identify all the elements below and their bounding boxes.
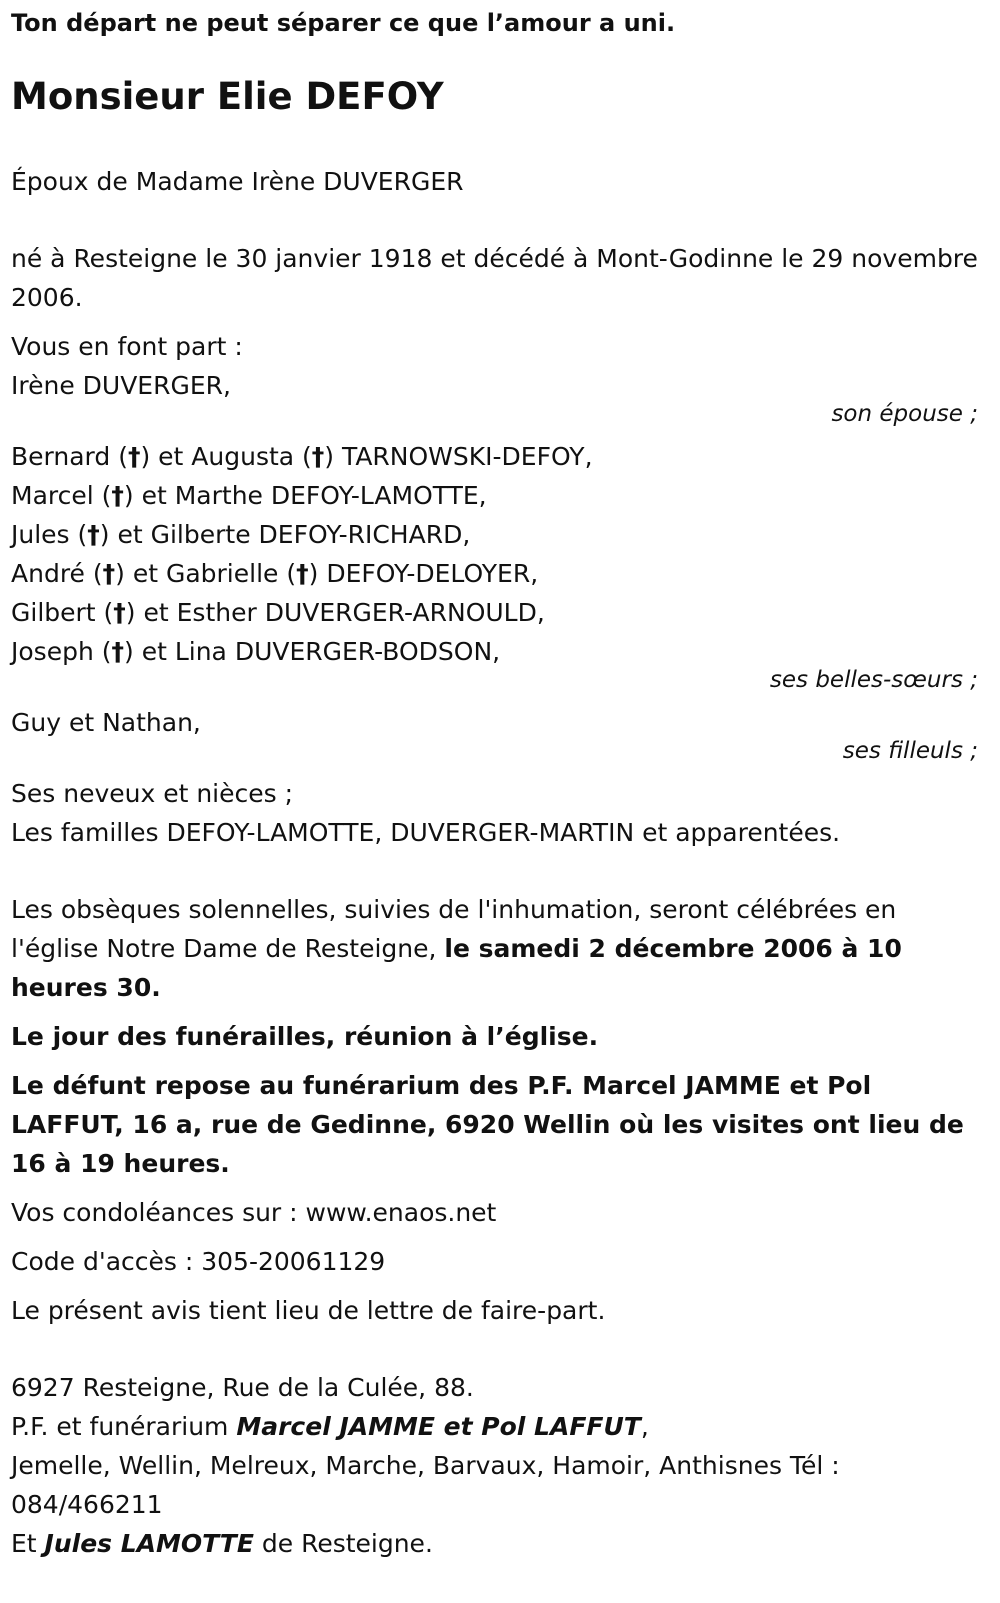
cross-icon: † <box>111 637 124 666</box>
funeral-home-locations: Jemelle, Wellin, Melreux, Marche, Barvaux, Hamoir, Anthisnes Tél : 084/466211 <box>11 1451 840 1519</box>
funeral-home-line: P.F. et funérarium Marcel JAMME et Pol LAFFUT, <box>11 1412 649 1441</box>
epigraph: Ton départ ne peut séparer ce que l’amour a uni. <box>11 9 676 37</box>
ceremony-date: le samedi 2 décembre 2006 à 10 heures 30. <box>11 934 902 1002</box>
cross-icon: † <box>127 442 141 471</box>
family-sisters-in-law-block <box>11 437 978 693</box>
rest-paragraph: Le défunt repose au funérarium des P.F. Marcel JAMME et Pol LAFFUT, 16 a, rue de Gedinne, 6920 Wellin où les visites ont lieu de 16 à 19 heures. <box>11 1071 964 1178</box>
family-spouse-block <box>11 366 978 427</box>
meeting-line: Le jour des funérailles, réunion à l’église. <box>11 1022 599 1051</box>
ceremony-text: Les obsèques solennelles, suivies de l'inhumation, seront célébrées en l'église Notre Dame de Resteigne, <box>11 895 897 963</box>
cross-icon: † <box>111 481 124 510</box>
spouse-line: Époux de Madame Irène DUVERGER <box>11 167 464 196</box>
obituary-notice <box>0 8 1000 1563</box>
family-sister-in-law-line: Marcel (†) et Marthe DEFOY-LAMOTTE, <box>11 481 487 510</box>
deceased-name: Monsieur Elie DEFOY <box>11 75 444 118</box>
family-sister-in-law-line: Bernard (†) et Augusta (†) TARNOWSKI-DEFOY, <box>11 442 593 471</box>
cross-icon: † <box>102 559 116 588</box>
final-line: Et Jules LAMOTTE de Resteigne. <box>11 1529 433 1558</box>
family-related-families: Les familles DEFOY-LAMOTTE, DUVERGER-MARTIN et apparentées. <box>11 818 841 847</box>
access-code-line: Code d'accès : 305-20061129 <box>11 1247 386 1276</box>
family-sister-in-law-line: André (†) et Gabrielle (†) DEFOY-DELOYER, <box>11 559 539 588</box>
family-godsons-names: Guy et Nathan, <box>11 708 201 737</box>
family-spouse-name: Irène DUVERGER, <box>11 371 231 400</box>
role-sisters-in-law: ses belles-sœurs ; <box>769 667 978 693</box>
address-line: 6927 Resteigne, Rue de la Culée, 88. <box>11 1373 474 1402</box>
family-godsons-block <box>11 703 978 764</box>
announce-intro: Vous en font part : <box>11 332 243 361</box>
role-spouse: son épouse ; <box>831 401 978 427</box>
cross-icon: † <box>296 559 309 588</box>
ceremony-paragraph <box>11 890 978 1007</box>
cross-icon: † <box>87 520 100 549</box>
birth-death-line: né à Resteigne le 30 janvier 1918 et décédé à Mont-Godinne le 29 novembre 2006. <box>11 244 978 312</box>
notice-line: Le présent avis tient lieu de lettre de faire-part. <box>11 1296 606 1325</box>
funeral-home-name: Marcel JAMME et Pol LAFFUT <box>236 1412 641 1441</box>
cross-icon: † <box>311 442 325 471</box>
cross-icon: † <box>113 598 126 627</box>
family-nephews-nieces: Ses neveux et nièces ; <box>11 779 294 808</box>
final-line-name: Jules LAMOTTE <box>44 1529 254 1558</box>
role-godsons: ses filleuls ; <box>842 738 978 764</box>
family-sister-in-law-line: Gilbert (†) et Esther DUVERGER-ARNOULD, <box>11 598 545 627</box>
family-sister-in-law-line: Joseph (†) et Lina DUVERGER-BODSON, <box>11 637 501 666</box>
family-sister-in-law-line: Jules (†) et Gilberte DEFOY-RICHARD, <box>11 520 471 549</box>
condolences-line: Vos condoléances sur : www.enaos.net <box>11 1198 497 1227</box>
